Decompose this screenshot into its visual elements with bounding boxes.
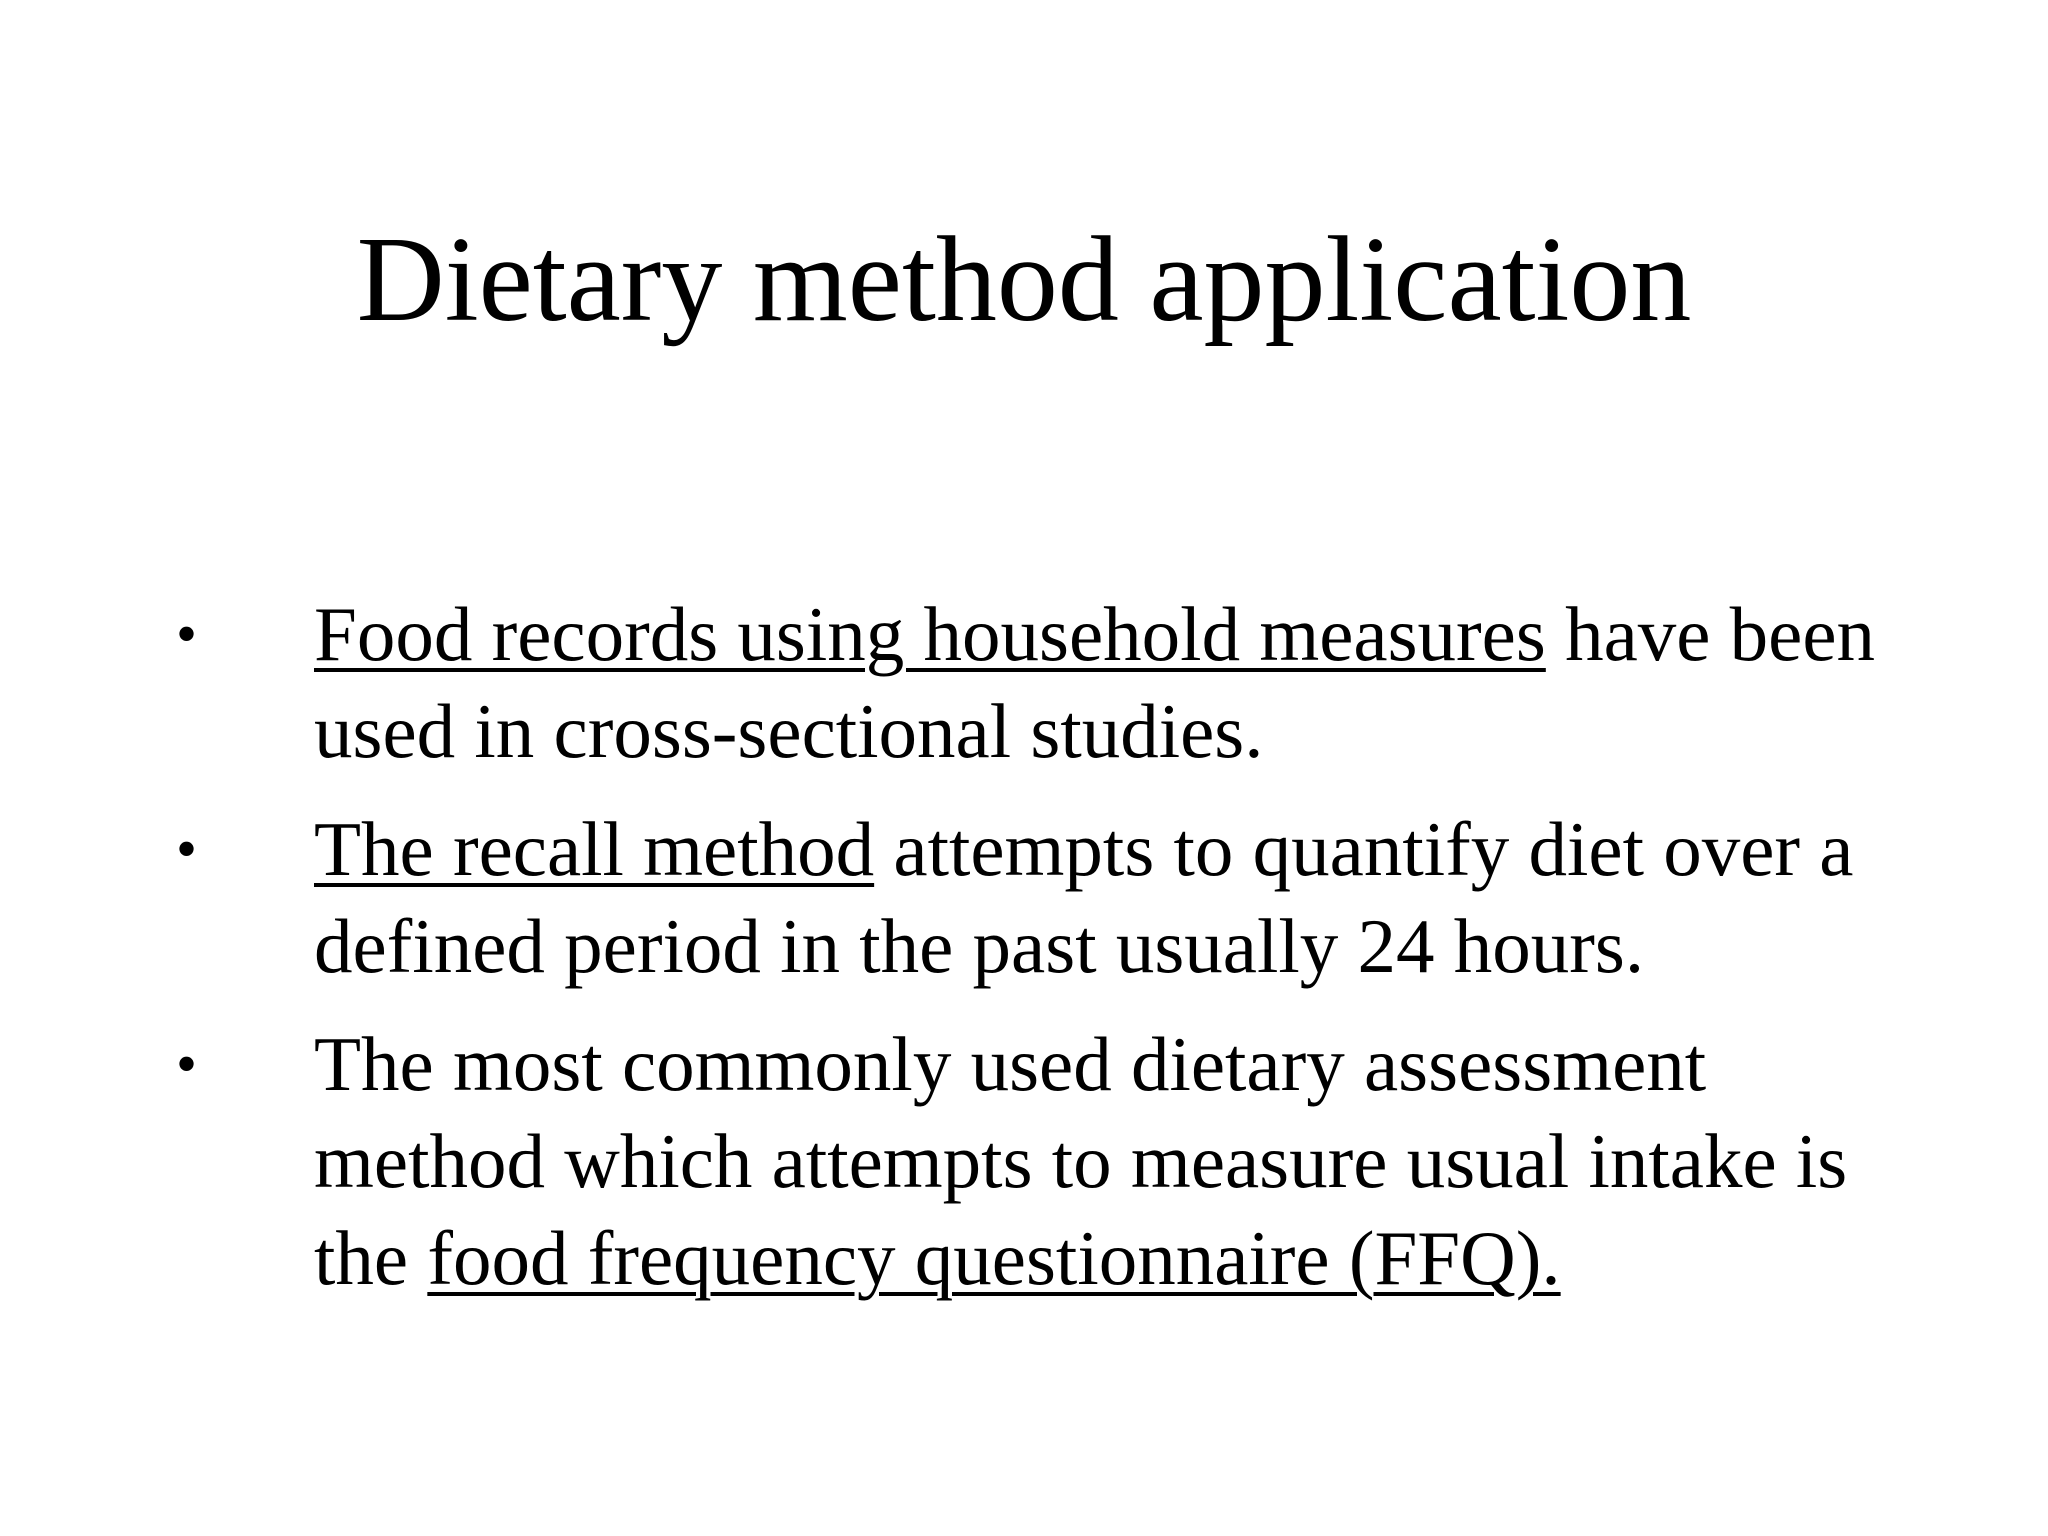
slide-title: Dietary method application	[356, 212, 1692, 347]
bullet-list	[176, 586, 1896, 1328]
underlined-term: Food records using household measures	[314, 591, 1546, 677]
bullet-icon: •	[176, 601, 198, 667]
bullet-text: The most commonly used dietary assessment method which attempts to measure usual intake is the	[314, 1021, 1848, 1301]
bullet-text: have been used in cross-sectional studies.	[314, 591, 1876, 774]
bullet-item-food-records	[176, 586, 1896, 780]
bullet-icon: •	[176, 816, 198, 882]
underlined-term: food frequency questionnaire (FFQ).	[427, 1215, 1561, 1301]
underlined-term: The recall method	[314, 806, 875, 892]
bullet-text: attempts to quantify diet over a defined period in the past usually 24 hours.	[314, 806, 1854, 989]
bullet-item-ffq	[176, 1016, 1896, 1307]
bullet-item-recall-method	[176, 801, 1896, 995]
bullet-icon: •	[176, 1031, 198, 1097]
